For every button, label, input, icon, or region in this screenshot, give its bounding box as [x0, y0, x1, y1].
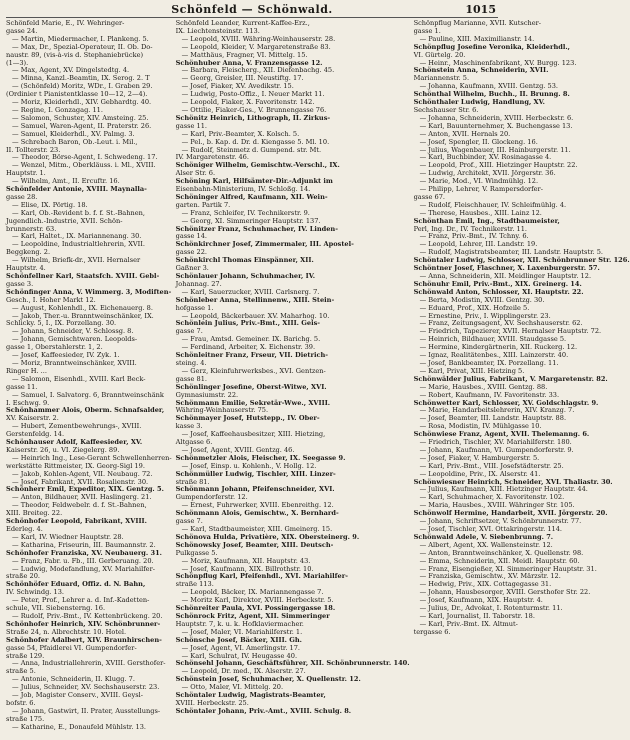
- directory-entry: — Johann, Kaufmann, VI. Gumpendorferstr. 9.: [419, 445, 574, 454]
- directory-entry: — Ludwig, Modefandlung, XV. Mariahilfer-: [12, 564, 155, 573]
- directory-entry: (Ordinier t Pianistentklasse 10—12, 2—4).: [6, 90, 148, 99]
- directory-entry: straße 81.: [175, 477, 210, 486]
- directory-entry: — Franziska, Gemischtw., XV. Märzstr. 12.: [419, 572, 561, 581]
- directory-entry: straße 113.: [175, 580, 214, 589]
- directory-entry: — Leopold, Prof., XIII. Hietzinger Hauptstr. 22.: [419, 161, 578, 170]
- directory-entry: Gesch., I. Hoher Markt 12.: [6, 295, 96, 304]
- directory-entry: Schönherr Emil, Expeditor, XIX. Gentzg. 5.: [6, 485, 164, 494]
- directory-entry: — Albert, Agent, XX. Wallensteinstr. 12.: [419, 540, 553, 549]
- directory-entry: garten. Partik 7.: [175, 200, 231, 209]
- directory-entry: Schönmetzler Alois, Fleischer, IX. Seegasse 9.: [175, 453, 346, 462]
- directory-entry: XIII. Breiteg. 22.: [6, 509, 63, 518]
- directory-entry: Schönwetter Karl, Schlosser, XV. Goldschlagstr. 9.: [413, 398, 599, 407]
- directory-entry: Schönkirchl Thomas Einspänner, XII.: [175, 256, 314, 265]
- directory-entry: — Matthäus, Fragner, VI. Mittelg. 15.: [181, 50, 308, 59]
- directory-entry: — Franz, Priv.-Bmt., IV. Tchny. 6.: [419, 232, 529, 241]
- directory-entry: — Josef, Agent, XVIII. Gentzg. 46.: [181, 445, 295, 454]
- directory-entry: — Johanna, Kaufmann, XVIII. Gentzg. 53.: [419, 82, 558, 91]
- directory-entry: — Karl, Haltet., IX. Mariannenang. 30.: [12, 232, 142, 241]
- directory-entry: — Rosa, Modistin, IV. Mühlgasse 10.: [419, 422, 542, 431]
- directory-entry: — Moriz, Branntweinschänker, XVIII.: [12, 358, 137, 367]
- page-header: [6, 3, 498, 17]
- column-middle: [176, 20, 410, 736]
- directory-entry: Schönfellner Karl, Staatsfch. XVIII. Gebl-: [6, 272, 160, 280]
- directory-entry: — Leopoldine, Priv., IX. Alserstr. 41.: [419, 469, 541, 478]
- directory-entry: — Barbara, Fleischerg., XII. Diefenbachg. 45.: [181, 66, 335, 75]
- directory-entry: IV. Margaretenstr. 46.: [175, 153, 249, 162]
- directory-entry: Schönleber Anna, Stellinnenw., XIII. Stein-: [175, 295, 335, 304]
- directory-entry: Schönpflug Marianne, XVII. Kutscher-: [413, 19, 542, 27]
- directory-entry: straße 5.: [6, 667, 36, 676]
- directory-entry: Schönsche Josef, Bäcker, XIII. Gh.: [175, 635, 302, 644]
- column-left: [6, 20, 172, 736]
- directory-entry: — Ottilie, Fiaker-Ges., V. Brunnengasse 76.: [181, 105, 327, 114]
- directory-entry: — Theodor, Feldwebelr. d. f. St.-Bahnen,: [12, 501, 147, 510]
- directory-entry: — Johanna, Schneiderin, XVIII. Herbeckstr. 6.: [419, 113, 574, 122]
- directory-entry: Schönthaler Ludwig, Handlung, XV.: [413, 98, 545, 107]
- page-number: 1015: [465, 3, 496, 16]
- directory-entry: gasse 11.: [6, 382, 38, 391]
- directory-entry: — Salomon, Eisenhdl., XVIII. Karl Beck-: [12, 374, 146, 383]
- directory-entry: — Salomon, Schuster, XIV. Amsteing. 25.: [12, 113, 149, 122]
- directory-entry: — Moriz, Kaufmann, XII. Hauptstr. 43.: [181, 556, 311, 565]
- directory-entry: Schöntaler Ludwig, Magistrats-Beamter,: [175, 691, 326, 700]
- directory-entry: — Wenzel, Mitm., Oberkläuss. i. Ml., XVIII.: [12, 161, 156, 170]
- directory-entry: — Moritz Karl, Direktor, XVIII. Herbeckstr. 5.: [181, 596, 334, 605]
- directory-entry: — Heinr., Maschinenfabrikant, XV. Burgg. 123.: [419, 58, 577, 67]
- directory-entry: — Friedrich, Tischler, XV. Mariahilferstr. 180.: [419, 438, 572, 447]
- directory-entry: — Heinrich, Bildhauer, XVIII. Staudgasse 5.: [419, 335, 567, 344]
- directory-entry: gasse 28.: [6, 192, 38, 201]
- directory-entry: Schönuhr Emil, Priv.-Bmt., XIX. Greinerg. 14.: [413, 279, 582, 288]
- directory-entry: Schönpflug Karl, Pfeifenhdl., XVI. Mariahilfer-: [175, 572, 348, 581]
- directory-entry: gasse 14.: [175, 232, 207, 241]
- directory-entry: — Elise, IX. Pörtig. 18.: [12, 200, 88, 209]
- directory-entry: — Josef, Kaffeesieder, IV. Zyk. 1.: [12, 351, 120, 360]
- directory-entry: — Leopold, Lehrer, III. Landstr. 19.: [419, 240, 538, 249]
- directory-entry: — Rudolf, Magistratsbeamter, III. Landstr. Hauptstr. 5.: [419, 248, 603, 257]
- directory-entry: Schönmayer Josef, Hutstepp., IV. Ober-: [175, 414, 320, 423]
- directory-entry: gasse 81.: [175, 374, 207, 383]
- directory-entry: — Max, Agent, XV. Dingelstedtg. 4.: [12, 66, 130, 75]
- directory-entry: Schönmann Alois, Gemischtw., X. Bernhard-: [175, 509, 339, 518]
- directory-entry: — Philipp, Lehrer, V. Rampersdorfer-: [419, 185, 543, 194]
- directory-entry: — Katharina, Friseurin, III. Baumannstr. 2.: [12, 540, 156, 549]
- directory-entry: — Ernest, Fuhrwerker, XVIII. Ebenreithg. 12.: [181, 501, 334, 510]
- directory-entry: — Minna, Kanzl.-Beamtin, IX. Serog. 2. T: [12, 74, 150, 83]
- directory-entry: — Julius, Schneider, XV. Sechshauserstr. 23.: [12, 683, 160, 692]
- directory-entry: — (Schönfeld) Moritz, WDr., I. Graben 29.: [12, 82, 153, 91]
- directory-entry: Schönthal Wilhelm, Buchh., II. Brunng. 8.: [413, 90, 570, 99]
- directory-entry: bofstr. 6.: [6, 698, 36, 707]
- directory-entry: — Josef, Bankbeamter, IX. Porzellang. 11.: [419, 358, 559, 367]
- directory-entry: Pulkgasse 5.: [175, 548, 218, 557]
- directory-entry: Hauptstr. 4.: [6, 264, 46, 273]
- directory-entry: kasse 3.: [175, 422, 203, 431]
- directory-entry: IV. Schwindg. 13.: [6, 588, 64, 597]
- directory-entry: hofgasse 1.: [175, 303, 214, 312]
- directory-entry: Schönlein Julius, Priv.-Bmt., XIII. Geis-: [175, 319, 321, 328]
- directory-entry: — August, Kohlenhdl., IX. Eichenauerg. 8.: [12, 303, 153, 312]
- directory-entry: — Rudolf, Priv.-Bmt., IV. Kettenbrückeng. 20.: [12, 611, 163, 620]
- directory-entry: — Anton, Branntweinschänker, X. Quellenstr. 98.: [419, 548, 584, 557]
- directory-entry: gasse 67.: [413, 192, 445, 201]
- directory-entry: — Leopold, Bäcker, IX. Mariannengasse 7.: [181, 588, 324, 597]
- directory-entry: — Johann, Gastwirt, II. Prater, Ausstellungs-: [12, 706, 161, 715]
- running-head: Schönfeld — Schönwald.: [171, 3, 333, 16]
- directory-entry: Schönitz Heinrich, Lithograph, II. Zirkus-: [175, 113, 331, 122]
- directory-entry: — Marie, Hausbes., XVIII. Gentzg. 88.: [419, 382, 548, 391]
- directory-entry: — Josef, Agent, VI. Amerlingstr. 17.: [181, 643, 301, 652]
- directory-entry: Schönhofer Heinrich, XIV. Schönbrunner-: [6, 619, 161, 628]
- directory-entry: — Wilhelm, Briefk-dr., XVII. Hernalser: [12, 256, 141, 265]
- directory-entry: — Rudolf, Steinmetz d. Gumpend. str. Mt.: [181, 145, 322, 154]
- directory-entry: — Pauline, XIII. Maximilianstr. 14.: [419, 34, 535, 43]
- directory-entry: — Jakob, Kohlen-Agent, VII. Neubaug. 72.: [12, 469, 153, 478]
- directory-entry: — Johann, Schriftsetzer, V. Schönbrunnerstr. 77.: [419, 517, 582, 526]
- directory-entry: Schönstein Josef, Schuhmacher, X. Quellenstr. 12.: [175, 675, 361, 684]
- directory-entry: — Emma, Schneiderin, XII. Meidl. Hauptstr. 60.: [419, 556, 580, 565]
- directory-entry: — Heinrich Ing., Lese-Gerant Schwellenherren-: [12, 453, 172, 462]
- directory-entry: Schönmann Johann, Pfeifenschneider, XVI.: [175, 485, 335, 494]
- directory-entry: Schönmann Emilie, Sekretär-Wwe., XVIII.: [175, 398, 331, 407]
- directory-entry: Schönthan Emil, Ing., Stadtbaumeister,: [413, 216, 560, 225]
- directory-entry: II. Tollterstr. 23.: [6, 145, 61, 154]
- directory-entry: — Karl, Priv.-Bmt. IX. Altmut-: [419, 619, 518, 628]
- directory-entry: XV. Kaiserstr. 2.: [6, 414, 59, 423]
- directory-entry: Schönfinger Anna, V. Wimmerg. 3, Modiften-: [6, 287, 172, 296]
- directory-entry: — Josef, Kaufmann, XIX. Hauptstr. 4.: [419, 596, 543, 605]
- directory-entry: — Otto, Maler, VI. Mittelg. 20.: [181, 683, 284, 692]
- directory-entry: — Karl, Privat, XIII. Hietzing 5.: [419, 366, 525, 375]
- directory-entry: — Josef, Beamter, III. Landstr. Hauptstr. 88.: [419, 414, 567, 423]
- directory-entry: Schönhofer Franziska, XV. Neubauerg. 31.: [6, 548, 162, 557]
- directory-entry: naustr. 89, (vis-à-vis d. Stephaniebrücke): [6, 50, 144, 59]
- directory-entry: — Hedwig, Priv., XIX. Cottagegasse 31.: [419, 580, 552, 589]
- directory-entry: — Samuel, Kleiderhdl., XV. Palmg. 3.: [12, 129, 135, 138]
- directory-entry: VI. Gürtelg. 20.: [413, 50, 466, 59]
- directory-entry: — Karl, Bauunternehmer, X. Buchengasse 13.: [419, 121, 573, 130]
- directory-entry: Schönhöfer Eduard, Offiz. d. N. Bahn,: [6, 580, 146, 589]
- directory-entry: — Rudolf, Fleischhauer, IV. Schleifmühlg. 4.: [419, 200, 567, 209]
- directory-entry: gasse 22.: [175, 248, 207, 257]
- directory-entry: — Ignaz, Realitätenbes., XIII. Lainzerstr. 40.: [419, 351, 569, 360]
- directory-entry: — Peter, Prof., Lehrer a. d. Inf.-Kadetten-: [12, 596, 150, 605]
- directory-entry: Perl, Ing. Dr., IV. Technikerstr. 11.: [413, 224, 528, 233]
- directory-entry: gasse 7.: [175, 517, 203, 526]
- directory-entry: Schöntaler Ludwig, Schlosser, XII. Schönbrunner Str. 126.: [413, 256, 630, 265]
- directory-entry: Hauptstr. 7, k. u. k. Hofklaviermacher.: [175, 619, 304, 628]
- directory-entry: Jugendlich.-Industrie, XVII. Schön-: [6, 216, 123, 225]
- directory-entry: — Josef, Fabrikant, XVII. Rosalienstr. 30.: [12, 477, 149, 486]
- directory-entry: — Josef, Kaffeehausbesitzer, XIII. Hietzing,: [181, 430, 326, 439]
- directory-entry: Schönwiese Franz, Agent, XVII. Thelemanng. 6.: [413, 430, 590, 439]
- directory-entry: — Friedrich, Tapezierer, XVII. Hernalser Hauptstr. 72.: [419, 327, 602, 336]
- directory-entry: — Ferdinand, Arbeiter, X. Eichenstr. 39.: [181, 343, 316, 352]
- directory-entry: — Samuel, Waren-Agent, II. Praterstr. 26.: [12, 121, 152, 130]
- directory-entry: — Karl, Schulrat, IV. Heugasse 40.: [181, 651, 298, 660]
- directory-entry: — Gerz, Kleinfuhrwerksbes., XVI. Gentzen-: [181, 366, 326, 375]
- directory-entry: Schönwälder Julius, Fabrikant, V. Margaretenstr. 82.: [413, 374, 608, 383]
- directory-entry: Ringer H. ...: [6, 366, 47, 375]
- directory-entry: — Job, Magister Conserv., XVIII. Geysl-: [12, 691, 143, 700]
- directory-entry: schule, VII. Siebensterng. 16.: [6, 604, 106, 613]
- directory-entry: — Karl, Stadtbaumeister, XIII. Gmeinerg. 15.: [181, 525, 333, 533]
- directory-entry: — Pel., b. Kap. d. Dr. d. Kiengasse 5. Ml. 10.: [181, 137, 330, 146]
- directory-entry: — Leopold, Fiaker, X. Favoritenstr. 142.: [181, 98, 315, 107]
- directory-entry: — Josef, Fiaker, V. Hamburgerstr. 5.: [419, 453, 540, 462]
- header-rule: [6, 17, 498, 18]
- directory-entry: — Max, Dr., Spezial-Operateur, II. Ob. Do-: [12, 42, 153, 51]
- directory-entry: — Eduard, Prof., XIX. Hofzeile 5.: [419, 303, 530, 312]
- directory-entry: Schöning Karl, Hilfsämter-Dir.-Adjunkt im: [175, 177, 333, 186]
- directory-entry: — Jakob, Ther.-u. Branntweinschänker, IX.: [12, 311, 154, 320]
- directory-entry: — Johann, Schneider, V. Schlossg. 8.: [12, 327, 134, 336]
- directory-entry: Schönwald Anton, Schlosser, XI. Hauptstr. 22.: [413, 287, 584, 296]
- directory-entry: — Josef, Spengler, II. Glockeng. 16.: [419, 137, 538, 146]
- directory-entry: Schönreiter Paula, XVI. Possingergasse 18.: [175, 604, 336, 613]
- directory-entry: — Josef, Tischler, XVI. Ottakringerstr. 114.: [419, 525, 563, 533]
- directory-entry: — Wilhelm, Amt., II. Ercuftr. 16.: [12, 177, 120, 186]
- directory-entry: — Franz, Eisengießer, XI. Simmeringer Hauptstr. 31.: [419, 564, 597, 573]
- directory-entry: — Anna, Industriallehrerin, XVIII. Gersthofer-: [12, 659, 166, 668]
- directory-entry: (1—3).: [6, 58, 29, 67]
- directory-entry: gasse 1, Oberstahlerstr. 1, 2.: [6, 343, 103, 352]
- directory-entry: Sechshauser Str. 6.: [413, 105, 479, 114]
- directory-entry: — Regine, I. Gonzagag. 11.: [12, 105, 103, 114]
- directory-entry: — Josef, Einsp. u. Kohlenh., V. Hollg. 12.: [181, 461, 317, 470]
- directory-entry: Schönhuber Anna, V. Franzensgasse 12.: [175, 58, 323, 67]
- directory-entry: Schönrock Fritz, Agent, XII. Simmeringer: [175, 611, 330, 620]
- directory-entry: — Anna, Schneiderin, XII. Meidlinger Hauptstr. 12.: [419, 272, 592, 280]
- directory-entry: Hauptstr. 1.: [6, 169, 46, 178]
- directory-entry: — Julius, Wagenbauer, III. Hainburgerstr. 11.: [419, 145, 571, 154]
- column-right: [414, 20, 630, 736]
- directory-entry: — Karl, Ob.-Revident b. f. f. St.-Bahnen,: [12, 208, 145, 217]
- directory-entry: Schönfeld Leander, Kurrent-Kaffee-Erz.,: [175, 19, 310, 27]
- directory-entry: — Karl, Priv.-Beamter, X. Kolsch. 5.: [181, 129, 300, 138]
- directory-entry: gasse 54, Pfaidlerei VI. Gumpendorfer-: [6, 643, 137, 652]
- directory-entry: straße 129.: [6, 651, 45, 660]
- directory-entry: — Katharine, E., Donaufeld Mühlstr. 13.: [12, 722, 147, 731]
- directory-entry: — Karl, IV. Wiedner Hauptstr. 28.: [12, 532, 124, 541]
- directory-entry: Altgasse 6.: [175, 438, 213, 447]
- directory-entry: — Karl, Schuhmacher, X. Favoritenstr. 102.: [419, 493, 565, 502]
- directory-entry: XVIII. Herbeckstr. 25.: [175, 698, 249, 707]
- directory-entry: Währing-Weinhauserstr. 75.: [175, 406, 269, 415]
- directory-entry: — Karl, Buchbinder, XV. Rosinagasse 4.: [419, 153, 552, 162]
- directory-entry: — Moriz, Kleiderhdl., XIV. Gebhardtg. 40.: [12, 98, 152, 107]
- directory-entry: — Franz, Schleifer, IV. Technikerstr. 9.: [181, 208, 310, 217]
- directory-entry: Schönlauer Johann, Schuhmacher, IV.: [175, 272, 315, 280]
- directory-entry: — Johann, Hausbesorger, XVIII. Gersthofer Str. 22.: [419, 588, 591, 597]
- directory-entry: gasse 24.: [6, 26, 38, 35]
- directory-entry: tergasse 6.: [413, 627, 451, 636]
- directory-entry: Ederleg. 4.: [6, 525, 43, 533]
- directory-entry: Johannag. 27.: [175, 279, 222, 288]
- directory-entry: Gymnasiumstr. 22.: [175, 390, 239, 399]
- directory-entry: — Julius, Dr., Advokat, I. Rotenturmstr. 11.: [419, 604, 563, 613]
- directory-entry: Schönwolf Hermine, Handarbeit, XVII. Jörgerstr. 20.: [413, 509, 608, 518]
- directory-entry: — Johann, Gemischtwaren. Leopolds-: [12, 335, 138, 344]
- directory-entry: — Hubert, Zementbewehrungs-, XVIII.: [12, 422, 142, 431]
- directory-entry: Schönowsky Josef, Beamter, XIII. Deutsch-: [175, 540, 334, 549]
- directory-entry: Gerstenfeldg. 14.: [6, 430, 65, 439]
- directory-entry: Schönitzer Franz, Schuhmacher, IV. Linden-: [175, 224, 338, 233]
- directory-entry: — Josef, Kaufmann, XIX. Billrothstr. 10.: [181, 564, 314, 573]
- directory-entry: IX. Liechtensteinstr. 113.: [175, 26, 260, 35]
- directory-entry: — Franz, Fabr. u. Fb., III. Gerberuang. 20.: [12, 556, 154, 565]
- directory-entry: — Martin, Miedermacher, I. Plankeng. 5.: [12, 34, 149, 43]
- directory-entry: Schönlinger Josefine, Oberst-Witwe, XVI.: [175, 382, 327, 391]
- directory-entry: steing. 4.: [175, 358, 207, 367]
- directory-entry: Beggkeng. 2.: [6, 248, 51, 257]
- directory-entry: — Therese, Hausbes., XIII. Lainz 12.: [419, 208, 542, 217]
- directory-entry: Schöninger Alfred, Kaufmann, XII. Wein-: [175, 192, 328, 201]
- directory-entry: — Leopold, XVIII. Währing-Weinhauserstr. 28.: [181, 34, 336, 43]
- directory-entry: Schönova Hulda, Privatière, XIX. Obersteinerg. 9.: [175, 532, 360, 541]
- directory-entry: I. Eschwg. 9.: [6, 398, 50, 407]
- directory-entry: Schönfelder Antonie, XVIII. Maynalla-: [6, 185, 147, 194]
- directory-entry: Schönpflug Josefine Veronika, Kleiderhdl.,: [413, 42, 570, 51]
- directory-entry: Schöniger Wilhelm, Gemischtw.-Verschl., IX.: [175, 161, 340, 170]
- directory-entry: Schönfeld Marie, E., IV. Wehringer-: [6, 19, 125, 27]
- directory-entry: gasse 3.: [6, 279, 34, 288]
- directory-entry: — Marie, Mod., VI. Windmühlg. 12.: [419, 177, 539, 186]
- directory-entry: Eisenbahn-Ministerium, IV. Schloßg. 14.: [175, 185, 311, 194]
- directory-entry: — Karl, Sauerzucker, XVIII. Carlsnerg. 7.: [181, 287, 320, 296]
- directory-entry: gasse 1.: [413, 26, 441, 35]
- directory-entry: werkstätte Rittmeister, IX. Georg-Sigl 19.: [6, 461, 145, 470]
- directory-entry: — Karl, Priv.-Bmt., VIII. Josefstädterstr. 25.: [419, 461, 564, 470]
- directory-entry: — Georg, XI. Simmeringer Hauptstr. 137.: [181, 216, 321, 225]
- directory-entry: — Frau, Amtsd. Gemeiner. IX. Barichg. 5.: [181, 335, 321, 344]
- directory-entry: gasse 7.: [175, 327, 203, 336]
- directory-entry: — Berta, Modistin, XVIII. Gentzg. 30.: [419, 295, 545, 304]
- directory-entry: Schöntaler Johann, Priv.-Amt., XVIII. Schulg. 8.: [175, 706, 352, 715]
- directory-entry: — Leopoldine, Industrialtlehrerin, XVII.: [12, 240, 145, 249]
- directory-entry: — Karl, Journalist, II. Taborstr. 18.: [419, 611, 535, 620]
- directory-entry: Schlicky. 5, I., IX. Porzellang. 30.: [6, 319, 117, 328]
- directory-entry: — Ernestine, Priv., I. Wipplingerstr. 23.: [419, 311, 551, 320]
- directory-entry: Mariannenstr. 5.: [413, 74, 470, 83]
- directory-entry: straße 20.: [6, 572, 41, 581]
- directory-entry: — Josef, Maler, VI. Mariahilferstr. 1.: [181, 627, 303, 636]
- directory-entry: — Maria, Hausbes., XVIII. Währinger Str. 105.: [419, 501, 575, 510]
- directory-entry: Schönhofer Leopold, Fabrikant, XVIII.: [6, 517, 147, 526]
- directory-entry: — Josef, Fiaker, XV. Avedikstr. 15.: [181, 82, 294, 91]
- directory-entry: — Hermine, Kindergärtnerin, XII. Ruckerg. 12.: [419, 343, 578, 352]
- directory-entry: — Ludwig, Architekt, XVII. Jörgerstr. 36.: [419, 169, 556, 178]
- directory-entry: — Robert, Kaufmann, IV. Favoritenstr. 33.: [419, 390, 560, 399]
- directory-entry: Schönwald Adele, V. Siebenbrunng. 7.: [413, 532, 554, 541]
- directory-entry: Schönsehl Johann, Geschäftsführer, XII. Schönbrunnerstr. 140.: [175, 659, 410, 668]
- directory-entry: straße 175.: [6, 714, 45, 723]
- directory-entry: Schönleitner Franz, Frseur, VII. Dietrich-: [175, 351, 328, 360]
- directory-entry: Schönmüller Ludwig, Tischler, XIII. Linzer-: [175, 469, 336, 478]
- directory-entry: — Leopold, Kleider, V. Margaretenstraße 83.: [181, 42, 331, 51]
- directory-entry: Schönhauser Adolf, Kaffeesieder, XV.: [6, 438, 143, 447]
- directory-entry: — Georg, Greisler, III. Neustiftg. 17.: [181, 74, 304, 83]
- directory-entry: Straße 24, n. Albrechtstr. 10. Hotel.: [6, 627, 127, 636]
- directory-entry: Schönstein Anna, Schneiderin, XVII.: [413, 66, 549, 75]
- directory-entry: Schönhammer Alois, Oberm. Schnafsalder,: [6, 406, 165, 415]
- directory-entry: — Theodor, Börse-Agent, I. Schwedeng. 17.: [12, 153, 158, 162]
- directory-entry: — Leopold, Bäckerbauer. XV. Maharhog. 10.: [181, 311, 330, 320]
- directory-entry: Kaiserstr. 26, u. VI. Ziegelerg. 89.: [6, 445, 120, 454]
- directory-entry: Schöntner Josef, Flaschner, X. Laxenburgerstr. 57.: [413, 264, 600, 273]
- directory-entry: Alser Str. 6.: [175, 169, 216, 178]
- directory-entry: — Franz, Zeitungsagent, XV. Sechshauserstr. 62.: [419, 319, 583, 328]
- directory-entry: brunnerstr. 63.: [6, 224, 57, 233]
- directory-entry: Schönhofer Adalbert, XIV. Braunhirschen-: [6, 635, 162, 644]
- directory-entry: — Schrebach Baron, Ob.-Leut. i. Mil.,: [12, 137, 138, 146]
- directory-entry: — Antonie, Schneiderin, II. Klugg. 7.: [12, 675, 135, 684]
- directory-entry: — Ludwig, Posto-Offiz., I. Neuer Markt 11.: [181, 90, 325, 99]
- directory-entry: — Marie, Handarbeitslehrerin, XIV. Kranzg. 7.: [419, 406, 575, 415]
- directory-entry: Schönkirchner Josef, Zimmermaler, III. Apostel-: [175, 240, 354, 249]
- directory-entry: — Julius, Kaufmann, XIII. Hietzinger Hauptstr. 44.: [419, 485, 588, 494]
- directory-entry: Gaßner 3.: [175, 264, 209, 273]
- directory-entry: — Leopold, Dr. med., IX. Alserstr. 27.: [181, 667, 306, 676]
- directory-entry: Schönwiesner Heinrich, Schneider, XVI. Thaliastr. 30.: [413, 477, 613, 486]
- directory-entry: gasse 11.: [175, 121, 207, 130]
- directory-entry: Gumpendorferstr. 12.: [175, 493, 248, 502]
- directory-entry: — Samuel, I. Salvatorg. 6, Branntweinschänk: [12, 390, 164, 399]
- directory-columns: [6, 19, 630, 736]
- directory-entry: — Anton, XVII. Hernals 20.: [419, 129, 511, 138]
- directory-entry: — Anton, Bildhauer, XVII. Haslingerg. 21.: [12, 493, 152, 502]
